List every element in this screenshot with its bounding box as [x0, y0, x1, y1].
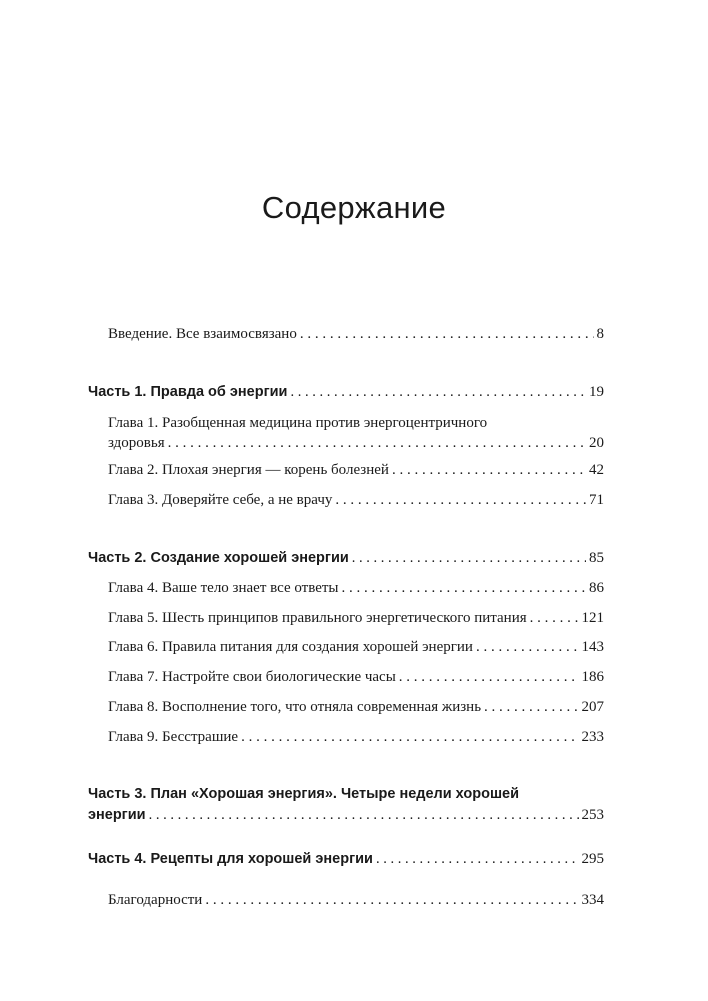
toc-page-number: 295	[581, 851, 604, 867]
dot-leader	[530, 608, 579, 628]
toc-entry-text-line-1: Часть 3. План «Хорошая энергия». Четыре недели хорошей	[88, 786, 520, 802]
toc-page-number: 19	[589, 384, 604, 400]
toc-entry-text: Глава 4. Ваше тело знает все ответы	[108, 580, 339, 596]
toc-entry-chapter-4[interactable]	[0, 578, 708, 602]
toc-entry-text: Глава 8. Восполнение того, что отняла современная жизнь	[108, 699, 482, 715]
toc-entry-text-line-1: Глава 1. Разобщенная медицина против энергоцентричного	[108, 415, 488, 431]
toc-entry-chapter-1[interactable]	[0, 413, 708, 457]
dot-leader	[484, 697, 578, 717]
toc-entry-text: Глава 2. Плохая энергия — корень болезней	[108, 462, 389, 478]
dot-leader	[392, 460, 586, 480]
toc-entry-text: Глава 3. Доверяйте себе, а не врачу	[108, 492, 333, 508]
toc-entry-text: Часть 1. Правда об энергии	[88, 384, 288, 400]
toc-page-number: 186	[581, 669, 604, 685]
dot-leader	[352, 548, 586, 568]
toc-entry-part-3[interactable]	[0, 784, 708, 828]
toc-page-number: 233	[581, 729, 604, 745]
toc-entry-acknowledgements[interactable]	[0, 890, 708, 914]
dot-leader	[342, 578, 586, 598]
toc-entry-text: Глава 6. Правила питания для создания хорошей энергии	[108, 639, 473, 655]
dot-leader	[335, 490, 586, 510]
dot-leader	[300, 324, 594, 344]
toc-entry-part-2[interactable]	[0, 548, 708, 572]
toc-entry-text: Введение. Все взаимосвязано	[108, 326, 297, 342]
toc-entry-part-1[interactable]	[0, 382, 708, 406]
toc-entry-text-line-2: здоровья	[108, 435, 165, 451]
toc-entry-text: Глава 7. Настройте свои биологические часы	[108, 669, 396, 685]
toc-entry-chapter-8[interactable]	[0, 697, 708, 721]
toc-entry-chapter-2[interactable]	[0, 460, 708, 484]
dot-leader	[376, 849, 579, 869]
toc-entry-chapter-3[interactable]	[0, 490, 708, 514]
toc-entry-chapter-5[interactable]	[0, 608, 708, 632]
dot-leader	[149, 805, 579, 825]
toc-page-number: 20	[589, 435, 604, 451]
toc-page-number: 42	[589, 462, 604, 478]
dot-leader	[205, 890, 578, 910]
toc-entry-text: Часть 2. Создание хорошей энергии	[88, 550, 349, 566]
dot-leader	[168, 433, 586, 453]
toc-entry-chapter-9[interactable]	[0, 727, 708, 751]
toc-entry-text-line-2: энергии	[88, 807, 146, 823]
toc-entry-intro[interactable]	[0, 324, 708, 348]
toc-page-number: 207	[581, 699, 604, 715]
toc-page-number: 86	[589, 580, 604, 596]
toc-page-number: 71	[589, 492, 604, 508]
page-title: Содержание	[261, 190, 447, 225]
dot-leader	[476, 637, 579, 657]
toc-page-number: 253	[581, 807, 604, 823]
toc-page-number: 143	[581, 639, 604, 655]
toc-entry-part-4[interactable]	[0, 849, 708, 873]
dot-leader	[290, 382, 586, 402]
dot-leader	[399, 667, 579, 687]
toc-entry-text: Глава 5. Шесть принципов правильного энергетического питания	[108, 610, 527, 626]
toc-entry-text: Глава 9. Бесстрашие	[108, 729, 239, 745]
toc-page-number: 334	[581, 892, 604, 908]
toc-page-number: 121	[581, 610, 604, 626]
toc-entry-chapter-6[interactable]	[0, 637, 708, 661]
toc-entry-chapter-7[interactable]	[0, 667, 708, 691]
toc-entry-text: Благодарности	[108, 892, 203, 908]
dot-leader	[241, 727, 578, 747]
toc-entry-text: Часть 4. Рецепты для хорошей энергии	[88, 851, 373, 867]
toc-page-number: 85	[589, 550, 604, 566]
toc-page-number: 8	[596, 326, 604, 342]
